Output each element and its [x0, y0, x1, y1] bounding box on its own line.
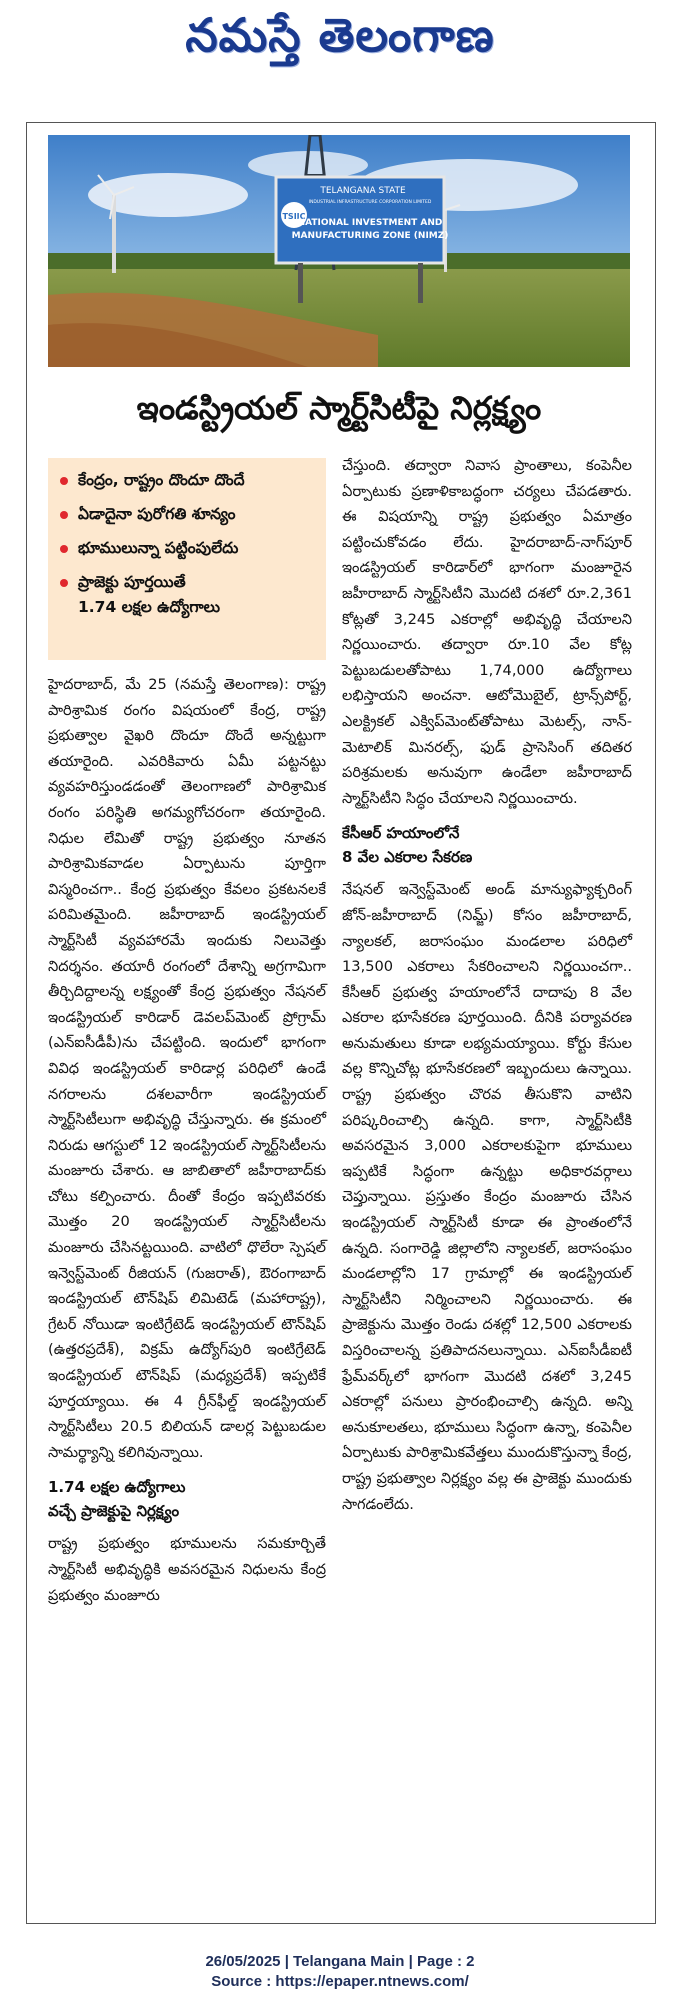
sign-line2: INDUSTRIAL INFRASTRUCTURE CORPORATION LIMITED: [308, 200, 432, 205]
highlight-item: భూములున్నా పట్టింపులేదు: [58, 536, 318, 561]
newspaper-masthead: నమస్తే తెలంగాణ: [185, 8, 495, 62]
section-subheading: కేసీఆర్ హయాంలోనే 8 వేల ఎకరాల సేకరణ: [342, 824, 473, 867]
highlights-box: [48, 458, 326, 660]
article-paragraph: చేస్తుంది. తద్వారా నివాస ప్రాంతాలు, కంపెనీల ఏర్పాటుకు ప్రణాళికాబద్ధంగా చర్యలు చేపడతారు. ఈ విషయాన్ని రాష్ట్ర ప్రభుత్వం ఏమాత్రం పట్టించుకోవడం లేదు. హైదరాబాద్-నాగ్‌పూర్ ఇండస్ట్రియల్ కారిడార్‌లో భాగంగా మంజూరైన జహీరాబాద్ స్మార్ట్‌సిటీని మొదటి దశలో రూ.2,361 కోట్లతో 3,245 ఎకరాల్లో అభివృద్ధి చేయాలని నిర్ణయించారు. తద్వారా రూ.10 వేల కోట్ల పెట్టుబడులతోపాటు 1,74,000 ఉద్యోగాలు లభిస్తాయని అంచనా. ఆటోమొబైల్, ట్రాన్స్‌పోర్ట్, ఎలక్ట్రికల్ ఎక్విప్‌మెంట్‌తోపాటు మెటల్స్, నాన్-మెటాలిక్ మినరల్స్, ఫుడ్ ప్రాసెసింగ్ తదితర పరిశ్రమలకు అనువుగా ఉండేలా జహీరాబాద్ స్మార్ట్‌సిటీని సిద్ధం చేయాలని నిర్ణయించారు.: [342, 457, 632, 807]
highlight-item: ఏడాదైనా పురోగతి శూన్యం: [58, 502, 318, 527]
article-column-right: [342, 453, 632, 1517]
article-paragraph: హైదరాబాద్, మే 25 (నమస్తే తెలంగాణ): రాష్ట్ర పారిశ్రామిక రంగం విషయంలో కేంద్ర, రాష్ట్ర ప్రభుత్వాల వైఖరి దొందూ దొందే అన్నట్టుగా తయారైంది. ఎవరికివారు ఏమీ పట్టనట్టు వ్యవహరిస్తుండడంతో తెలంగాణలో పారిశ్రామిక రంగం పరిస్థితి అగమ్యగోచరంగా తయారైంది. నిధుల లేమితో రాష్ట్ర ప్రభుత్వం నూతన పారిశ్రామికవాడల ఏర్పాటును పూర్తిగా విస్మరించగా.. కేంద్ర ప్రభుత్వం కేవలం ప్రకటనలకే పరిమితమైంది. జహీరాబాద్ ఇండస్ట్రియల్ స్మార్ట్‌సిటీ వ్యవహారమే ఇందుకు నిలువెత్తు నిదర్శనం. తయారీ రంగంలో దేశాన్ని అగ్రగామిగా తీర్చిదిద్దాలన్న లక్ష్యంతో కేంద్ర ప్రభుత్వం నేషనల్ ఇండస్ట్రియల్ కారిడార్ డెవలప్‌మెంట్ ప్రోగ్రామ్ (ఎన్‌ఐసీడీపీ)ను చేపట్టింది. ఇందులో భాగంగా వివిధ ఇండస్ట్రియల్ కారిడార్ల పరిధిలో ఉండే నగరాలను దశలవారీగా ఇండస్ట్రియల్ స్మార్ట్‌సిటీలుగా అభివృద్ధి చేస్తున్నారు. ఈ క్రమంలో నిరుడు ఆగస్టులో 12 ఇండస్ట్రియల్ స్మార్ట్‌సిటీలను మంజూరు చేశారు. ఆ జాబితాలో జహీరాబాద్‌కు చోటు కల్పించారు. దీంతో కేంద్రం ఇప్పటివరకు మొత్తం 20 ఇండస్ట్రియల్ స్మార్ట్‌సిటీలను మంజూరు చేసినట్టయింది. వాటిలో ధొలేరా స్పెషల్ ఇన్వెస్ట్‌మెంట్ రీజియన్ (గుజరాత్), ఔరంగాబాద్ ఇండస్ట్రియల్ టౌన్‌షిప్ లిమిటెడ్ (మహారాష్ట్ర), గ్రేటర్ నోయిడా ఇంటిగ్రేటెడ్ ఇండస్ట్రియల్ టౌన్‌షిప్ (ఉత్తరప్రదేశ్), విక్రమ్ ఉద్యోగ్‌పురి ఇంటిగ్రేటెడ్ ఇండస్ట్రియల్ టౌన్‌షిప్ (మధ్యప్రదేశ్) ఇప్పటికే పూర్తయ్యాయి. ఈ 4 గ్రీన్‌ఫీల్డ్ ఇండస్ట్రియల్ స్మార్ట్‌సిటీలు 20.5 బిలియన్ డాలర్ల పెట్టుబడుల సామర్థ్యాన్ని కలిగివున్నాయి.: [48, 676, 326, 1461]
sign-logo: TSIIC: [282, 212, 306, 221]
bullet-icon: [60, 545, 68, 553]
footer-date-line: 26/05/2025 | Telangana Main | Page : 2: [205, 1953, 475, 1970]
bullet-icon: [60, 511, 68, 519]
bullet-icon: [60, 579, 68, 587]
highlight-item: కేంద్రం, రాష్ట్రం దొందూ దొందే: [58, 468, 318, 493]
sign-line1: TELANGANA STATE: [320, 186, 406, 196]
footer-source-link[interactable]: Source : https://epaper.ntnews.com/: [211, 1973, 469, 1990]
article-column-left: [48, 672, 326, 1608]
article-photo: [48, 135, 630, 367]
article-paragraph: నేషనల్ ఇన్వెస్ట్‌మెంట్ అండ్ మాన్యుఫ్యాక్చరింగ్ జోన్-జహీరాబాద్ (నిమ్జ్) కోసం జహీరాబాద్, న్యాలకల్, జరాసంఘం మండలాల పరిధిలో 13,500 ఎకరాలు సేకరించాలని నిర్ణయించగా.. కేసీఆర్ ప్రభుత్వ హయాంలోనే దాదాపు 8 వేల ఎకరాల భూసేకరణ పూర్తయింది. దీనికి పర్యావరణ అనుమతులు కూడా లభ్యమయ్యాయి. కోర్టు కేసుల వల్ల కొన్నిచోట్ల భూసేకరణలో ఇబ్బందులు ఉన్నాయి. రాష్ట్ర ప్రభుత్వం చొరవ తీసుకొని వాటిని పరిష్కరించాల్సి ఉన్నది. కాగా, స్మార్ట్‌సిటీకి అవసరమైన 3,000 ఎకరాలకుపైగా భూములు ఇప్పటికే సిద్ధంగా ఉన్నట్టు అధికారవర్గాలు చెప్తున్నాయి. ప్రస్తుతం కేంద్రం మంజూరు చేసిన ఇండస్ట్రియల్ స్మార్ట్‌సిటీ కూడా ఈ ప్రాంతంలోనే ఉన్నది. సంగారెడ్డి జిల్లాలోని న్యాలకల్, జరాసంఘం మండలాల్లోని 17 గ్రామాల్లో ఈ ఇండస్ట్రియల్ స్మార్ట్‌సిటీని నిర్మించాలని నిర్ణయించారు. ఈ ప్రాజెక్టును మొత్తం రెండు దశల్లో 12,500 ఎకరాలకు విస్తరించాలన్న ప్రతిపాదనలున్నాయి. ఎన్‌ఐసీడీఐటీ ఫ్రేమ్‌వర్క్‌లో భాగంగా మొదటి దశలో 3,245 ఎకరాల్లో పనులు ప్రారంభించాల్సి ఉన్నది. అన్ని అనుకూలతలు, భూములు సిద్ధంగా ఉన్నా, కంపెనీల ఏర్పాటుకు పారిశ్రామికవేత్తలు ముందుకొస్తున్నా కేంద్ర, రాష్ట్ర ప్రభుత్వాల నిర్లక్ష్యం వల్ల ఈ ప్రాజెక్టు ముందుకు సాగడంలేదు.: [342, 881, 632, 1513]
highlight-item: ప్రాజెక్టు పూర్తయితే 1.74 లక్షల ఉద్యోగాలు: [58, 570, 318, 620]
page-footer: [0, 1952, 680, 1992]
bullet-icon: [60, 477, 68, 485]
section-subheading: 1.74 లక్షల ఉద్యోగాలు వచ్చే ప్రాజెక్టుపై నిర్లక్ష్యం: [48, 1478, 186, 1521]
article-headline: ఇండస్ట్రియల్ స్మార్ట్‌సిటీపై నిర్లక్ష్యం: [136, 389, 542, 427]
sign-line4: MANUFACTURING ZONE (NIMZ): [291, 231, 449, 241]
article-paragraph: రాష్ట్ర ప్రభుత్వం భూములను సమకూర్చితే స్మార్ట్‌సిటీ అభివృద్ధికి అవసరమైన నిధులను కేంద్ర ప్రభుత్వం మంజూరు: [48, 1535, 326, 1604]
sign-line3: NATIONAL INVESTMENT AND: [297, 218, 443, 228]
